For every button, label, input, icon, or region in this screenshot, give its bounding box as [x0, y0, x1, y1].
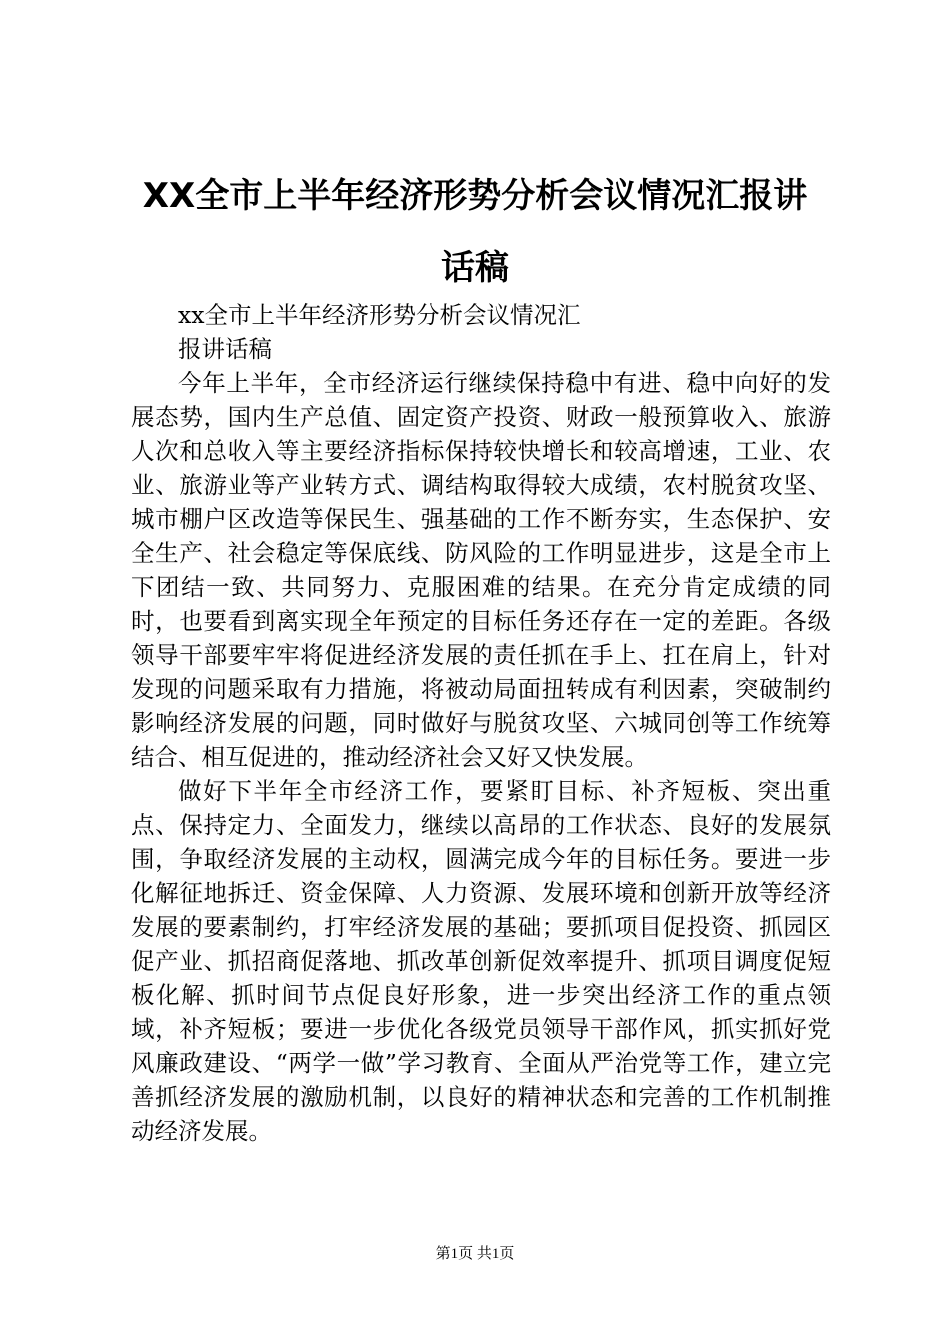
paragraph-2: 做好下半年全市经济工作，要紧盯目标、补齐短板、突出重点、保持定力、全面发力，继续以高昂的工作状态、良好的发展氛围，争取经济发展的主动权，圆满完成今年的目标任务。要进一步化解征地拆迁、资金保障、人力资源、发展环境和创新开放等经济发展的要素制约，打牢经济发展的基础；要抓项目促投资、抓园区促产业、抓招商促落地、抓改革创新促效率提升、抓项目调度促短板化解、抓时间节点促良好形象，进一步突出经济工作的重点领域，补齐短板；要进一步优化各级党员领导干部作风，抓实抓好党风廉政建设、“两学一做”学习教育、全面从严治党等工作，建立完善抓经济发展的激励机制，以良好的精神状态和完善的工作机制推动经济发展。 — [131, 777, 831, 1145]
page-footer: 第1页 共1页 — [435, 1246, 515, 1262]
title-line-2: 话稿 — [441, 248, 509, 288]
paragraph-1: 今年上半年，全市经济运行继续保持稳中有进、稳中向好的发展态势，国内生产总值、固定资产投资、财政一般预算收入、旅游人次和总收入等主要经济指标保持较快增长和较高增速，工业、农业、旅游业等产业转方式、调结构取得较大成绩，农村脱贫攻坚、城市棚户区改造等保民生、强基础的工作不断夯实，生态保护、安全生产、社会稳定等保底线、防风险的工作明显进步，这是全市上下团结一致、共同努力、克服困难的结果。在充分肯定成绩的同时，也要看到离实现全年预定的目标任务还存在一定的差距。各级领导干部要牢牢将促进经济发展的责任抓在手上、扛在肩上，针对发现的问题采取有力措施，将被动局面扭转成有利因素，突破制约影响经济发展的问题，同时做好与脱贫攻坚、六城同创等工作统筹结合、相互促进的，推动经济社会又好又快发展。 — [131, 369, 831, 771]
title-line-1: XX全市上半年经济形势分析会议情况汇报讲 — [142, 176, 808, 216]
document-title — [110, 160, 840, 304]
subtitle-line-2: 报讲话稿 — [178, 335, 272, 363]
subtitle-line-1: xx全市上半年经济形势分析会议情况汇 — [178, 301, 581, 329]
document-body — [131, 298, 831, 1148]
